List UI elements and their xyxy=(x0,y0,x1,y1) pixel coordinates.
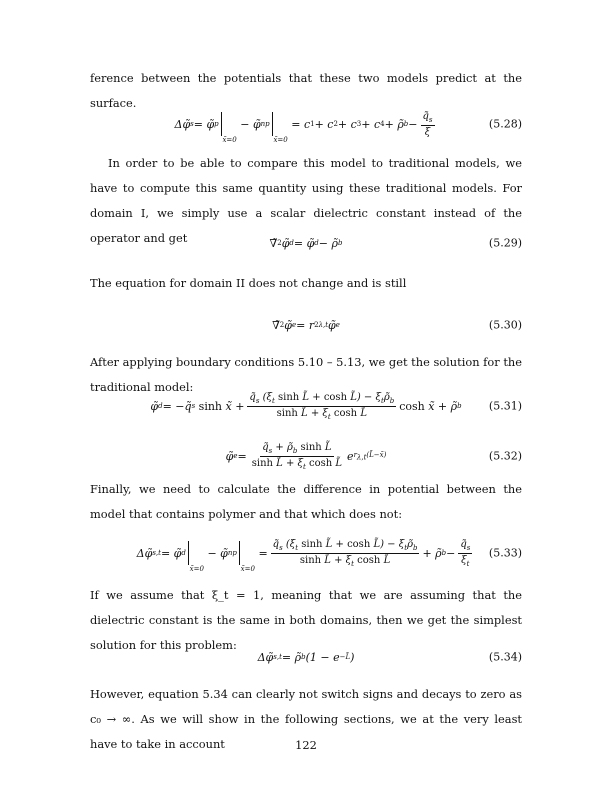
equation-5-31 xyxy=(90,382,522,430)
equation-5-32 xyxy=(90,436,522,476)
paragraph-traditional-models: In order to be able to compare this model to traditional models, we have to compute this same quantity using these traditional models. For domain I, we simply use a scalar dielectric constant instead of the operator and get xyxy=(90,156,522,245)
equation-5-31-body: φ̃ d = −q̃ s sinh x̃ + $\frac{q̃_s (\xi_t \sinh L̃ + \cosh L̃) - \xi_t\rhõ_b}{\sinh L̃ + \xi_t \cosh L̃}$ cosh x̃ + ρ̃ b xyxy=(150,391,462,421)
equation-5-28-body: Δφ̃ s = φ̃ p x̃=0 − φ̃ np x̃=0 = c 1 + c 2 + c 3 + c 4 + ρ̃ b − $\frac{q̃_s}{\xi}$ xyxy=(174,110,433,144)
paragraph-polymer-difference: Finally, we need to calculate the difference in potential between the model that contains polymer and that which does not: xyxy=(90,482,522,521)
paragraph-conclusion: However, equation 5.34 can clearly not switch signs and decays to zero as c₀ → ∞. As we will show in the following sections, we at the very least have to take in account xyxy=(90,687,522,751)
equation-5-34-body: Δφ̃ s,t = ρ̃ b (1 − e −L̃ ) xyxy=(257,650,355,664)
paragraph-surface-difference: ference between the potentials that these two models predict at the surface. xyxy=(90,71,522,110)
paragraph-domain-ii: The equation for domain II does not change and is still xyxy=(90,276,407,290)
equation-number-5-30: (5.30) xyxy=(488,318,522,332)
equation-5-29-body: ∇̃ 2 φ̃ d = φ̃ d − ρ̃ b xyxy=(269,236,343,250)
equation-5-29 xyxy=(90,230,522,256)
equation-5-34 xyxy=(90,643,522,671)
paragraph-boundary-conditions: After applying boundary conditions 5.10 – 5.13, we get the solution for the traditional model: xyxy=(90,355,522,394)
equation-number-5-34: (5.34) xyxy=(488,650,522,664)
equation-5-30 xyxy=(90,312,522,338)
equation-5-28 xyxy=(90,106,522,142)
paragraph-simplest-solution: If we assume that ξ_t = 1, meaning that we are assuming that the dielectric constant is the same in both domains, then we get the simplest solution for this problem: xyxy=(90,588,522,652)
equation-5-33 xyxy=(90,530,522,576)
equation-5-30-body: ∇̃ 2 φ̃ e = r 2 λ,t φ̃ e xyxy=(272,318,340,332)
equation-number-5-29: (5.29) xyxy=(488,236,522,250)
equation-number-5-32: (5.32) xyxy=(488,449,522,463)
equation-number-5-31: (5.31) xyxy=(488,399,522,413)
equation-number-5-33: (5.33) xyxy=(488,546,522,560)
page-number: 122 xyxy=(295,738,317,752)
equation-5-33-body: Δφ̃ s,t = φ̃ d x̃=0 − φ̃ np x̃=0 = $\frac{q̃_s (\xi_t \sinh L̃ + \cosh L̃) - \xi_t\rhõ_b}{\sinh L̃ + \xi_t \cosh L̃}$ + ρ̃ b − $\frac{q̃_s}{\xi_t}$ xyxy=(136,538,471,573)
equation-5-32-body: φ̃ e = $\frac{q̃_s + \rhõ_b \sinh L̃}{\sinh L̃ + \xi_t \cosh L̃}$ e $r_{\lambda,t}(L̃-x̃)$ xyxy=(225,441,387,471)
equation-number-5-28: (5.28) xyxy=(488,117,522,131)
